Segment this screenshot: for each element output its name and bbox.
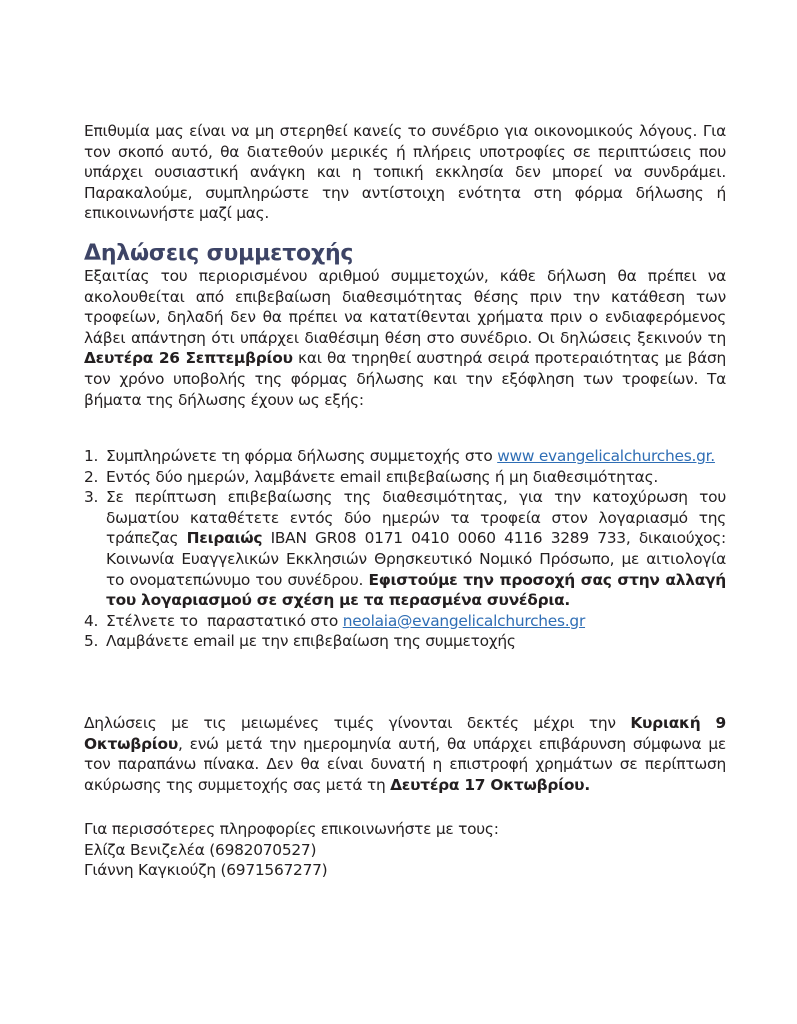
contact-person: Γιάννη Καγκιούζη (6971567277) — [84, 861, 328, 880]
contact-person: Ελίζα Βενιζελέα (6982070527) — [84, 840, 317, 859]
refund-deadline: Δευτέρα 17 Οκτωβρίου. — [390, 775, 590, 794]
list-item: 5. Λαμβάνετε email με την επιβεβαίωση της συμμετοχής — [84, 632, 516, 651]
reduced-price-deadline: Κυριακή 9 Οκτωβρίου — [84, 714, 726, 753]
registration-paragraph: Εξαιτίας του περιορισμένου αριθμού συμμετοχών, κάθε δήλωση θα πρέπει να ακολουθείται από επιβεβαίωση διαθεσιμότητας θέσης πριν την κατάθεση των τροφείων, δηλαδή δεν θα πρέπει να κατατίθενται χρήματα πριν ο ενδιαφερόμενος λάβει απάντηση ότι υπάρχει διαθέσιμη θέση στο συνέδριο. Οι δηλώσεις ξεκινούν τη Δευτέρα 26 Σεπτεμβρίου και θα τηρηθεί αυστηρά σειρά προτεραιότητας με βάση τον χρόνο υποβολής της φόρμας δήλωσης και την εξόφληση των τροφείων. Τα βήματα της δήλωσης έχουν ως εξής: — [84, 267, 726, 409]
bank-name: Πειραιώς — [186, 529, 263, 548]
account-change-note: Εφιστούμε την προσοχή σας στην αλλαγή του λογαριασμού σε σχέση με τα περασμένα συνέδρια. — [106, 570, 726, 610]
list-item: 3. Σε περίπτωση επιβεβαίωσης της διαθεσιμότητας, για την κατοχύρωση του δωματίου καταθέτετε εντός δύο ημερών τα τροφεία στον λογαριασμό της τράπεζας Πειραιώς IBAN GR08 0171 0410 0060 4116 3289 733, δικαιούχος: Κοινωνία Ευαγγελικών Εκκλησιών Θρησκευτικό Νομικό Πρόσωπο, με αιτιολογία το ονοματεπώνυμο του συνέδρου. Εφιστούμε την προσοχή σας στην αλλαγή του λογαριασμού σε σχέση με τα περασμένα συνέδρια. — [84, 488, 726, 610]
start-date: Δευτέρα 26 Σεπτεμβρίου — [84, 349, 293, 368]
section-heading: Δηλώσεις συμμετοχής — [84, 241, 354, 266]
registration-steps-list — [84, 446, 726, 652]
scholarship-paragraph: Επιθυμία μας είναι να μη στερηθεί κανείς το συνέδριο για οικονομικούς λόγους. Για τον σκοπό αυτό, θα διατεθούν μερικές ή πλήρεις υποτροφίες σε περιπτώσεις που υπάρχει ουσιαστική ανάγκη και η τοπική εκκλησία δεν μπορεί να συνδράμει. Παρακαλούμε, συμπληρώστε την αντίστοιχη ενότητα στη φόρμα δήλωσης ή επικοινωνήστε μαζί μας. — [84, 122, 726, 223]
deadline-paragraph: Δηλώσεις με τις μειωμένες τιμές γίνονται δεκτές μέχρι την Κυριακή 9 Οκτωβρίου, ενώ μετά την ημερομηνία αυτή, θα υπάρχει επιβάρυνση σύμφωνα με τον παραπάνω πίνακα. Δεν θα είναι δυνατή η επιστροφή χρημάτων σε περίπτωση ακύρωσης της συμμετοχής σας μετά τη Δευτέρα 17 Οκτωβρίου. — [84, 714, 726, 794]
list-item: 4. Στέλνετε το παραστατικό στο neolaia@evangelicalchurches.gr — [84, 611, 586, 630]
list-item: 2. Εντός δύο ημερών, λαμβάνετε email επιβεβαίωσης ή μη διαθεσιμότητας. — [84, 467, 659, 486]
email-link[interactable]: neolaia@evangelicalchurches.gr — [342, 611, 586, 630]
contact-intro: Για περισσότερες πληροφορίες επικοινωνήστε με τους: — [84, 820, 499, 838]
contact-block — [84, 819, 499, 881]
list-item: 1. Συμπληρώνετε τη φόρμα δήλωσης συμμετοχής στο www evangelicalchurches.gr. — [84, 447, 715, 465]
website-link[interactable]: www evangelicalchurches.gr. — [497, 447, 715, 465]
